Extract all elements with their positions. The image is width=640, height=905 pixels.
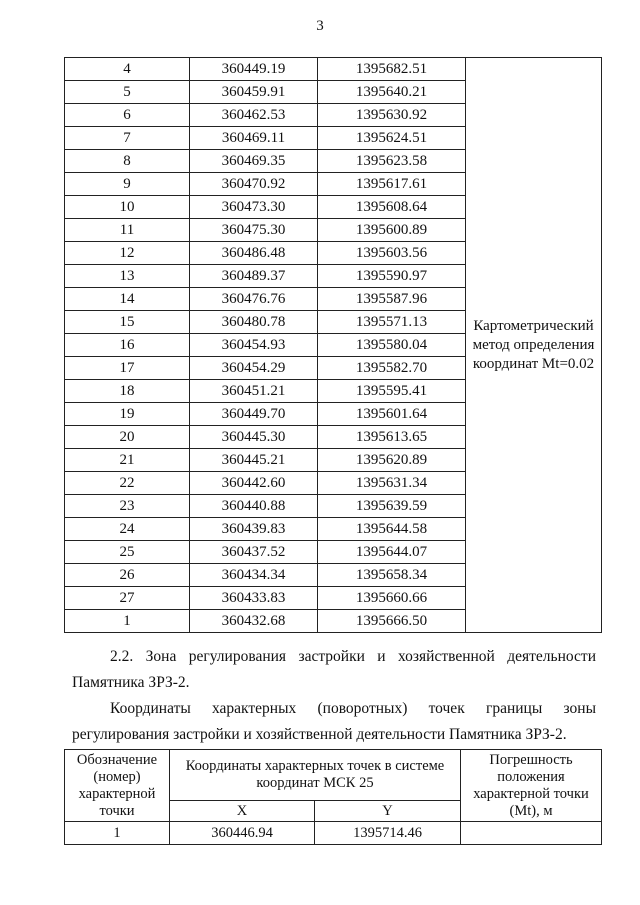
cell-x: 360475.30 bbox=[190, 219, 318, 242]
page-number: 3 bbox=[316, 18, 324, 34]
cell-y: 1395666.50 bbox=[318, 610, 466, 633]
cell-y: 1395617.61 bbox=[318, 173, 466, 196]
cell-x: 360442.60 bbox=[190, 472, 318, 495]
header-y: Y bbox=[315, 801, 461, 822]
cell-x: 360446.94 bbox=[170, 822, 315, 845]
cell-point-number: 7 bbox=[65, 127, 190, 150]
cell-x: 360451.21 bbox=[190, 380, 318, 403]
cell-point-number: 5 bbox=[65, 81, 190, 104]
section-heading-line1: 2.2. Зона регулирования застройки и хозяйственной деятельности bbox=[110, 648, 596, 665]
cell-y: 1395682.51 bbox=[318, 58, 466, 81]
coordinates-table bbox=[64, 57, 602, 633]
cell-y: 1395590.97 bbox=[318, 265, 466, 288]
cell-x: 360476.76 bbox=[190, 288, 318, 311]
cell-point-number: 13 bbox=[65, 265, 190, 288]
cell-y: 1395601.64 bbox=[318, 403, 466, 426]
cell-point-number: 27 bbox=[65, 587, 190, 610]
intro-paragraph-line2: регулирования застройки и хозяйственной деятельности Памятника ЗРЗ-2. bbox=[72, 726, 567, 743]
cell-y: 1395624.51 bbox=[318, 127, 466, 150]
cell-y: 1395660.66 bbox=[318, 587, 466, 610]
cell-point-number: 17 bbox=[65, 357, 190, 380]
cell-y: 1395644.58 bbox=[318, 518, 466, 541]
cell-x: 360445.21 bbox=[190, 449, 318, 472]
table-row bbox=[65, 822, 602, 845]
cell-x: 360469.11 bbox=[190, 127, 318, 150]
intro-paragraph bbox=[72, 696, 596, 748]
cell-y: 1395603.56 bbox=[318, 242, 466, 265]
coordinates-table-body bbox=[65, 58, 602, 633]
cell-error bbox=[461, 822, 602, 845]
cell-y: 1395640.21 bbox=[318, 81, 466, 104]
cell-point-number: 1 bbox=[65, 822, 170, 845]
cell-x: 360459.91 bbox=[190, 81, 318, 104]
cell-point-number: 20 bbox=[65, 426, 190, 449]
cell-point-number: 22 bbox=[65, 472, 190, 495]
cell-y: 1395630.92 bbox=[318, 104, 466, 127]
cell-y: 1395580.04 bbox=[318, 334, 466, 357]
cell-point-number: 10 bbox=[65, 196, 190, 219]
header-x: X bbox=[170, 801, 315, 822]
cell-x: 360449.19 bbox=[190, 58, 318, 81]
cell-y: 1395571.13 bbox=[318, 311, 466, 334]
cell-point-number: 23 bbox=[65, 495, 190, 518]
table-row bbox=[65, 58, 602, 81]
cell-x: 360433.83 bbox=[190, 587, 318, 610]
method-note-cell: Картометрический метод определения координат Mt=0.02 bbox=[466, 58, 602, 633]
cell-x: 360469.35 bbox=[190, 150, 318, 173]
cell-y: 1395623.58 bbox=[318, 150, 466, 173]
cell-point-number: 11 bbox=[65, 219, 190, 242]
cell-point-number: 8 bbox=[65, 150, 190, 173]
cell-y: 1395658.34 bbox=[318, 564, 466, 587]
header-coordinates: Координаты характерных точек в системе координат МСК 25 bbox=[170, 750, 461, 801]
header-designation: Обозначение (номер) характерной точки bbox=[65, 750, 170, 822]
cell-x: 360489.37 bbox=[190, 265, 318, 288]
cell-y: 1395631.34 bbox=[318, 472, 466, 495]
cell-x: 360440.88 bbox=[190, 495, 318, 518]
cell-y: 1395644.07 bbox=[318, 541, 466, 564]
cell-point-number: 1 bbox=[65, 610, 190, 633]
cell-y: 1395595.41 bbox=[318, 380, 466, 403]
cell-x: 360480.78 bbox=[190, 311, 318, 334]
cell-point-number: 9 bbox=[65, 173, 190, 196]
cell-x: 360449.70 bbox=[190, 403, 318, 426]
cell-y: 1395608.64 bbox=[318, 196, 466, 219]
cell-x: 360470.92 bbox=[190, 173, 318, 196]
cell-point-number: 26 bbox=[65, 564, 190, 587]
cell-x: 360473.30 bbox=[190, 196, 318, 219]
cell-point-number: 25 bbox=[65, 541, 190, 564]
cell-x: 360454.93 bbox=[190, 334, 318, 357]
cell-y: 1395613.65 bbox=[318, 426, 466, 449]
cell-point-number: 15 bbox=[65, 311, 190, 334]
intro-paragraph-line1: Координаты характерных (поворотных) точек границы зоны bbox=[110, 700, 596, 717]
cell-x: 360434.34 bbox=[190, 564, 318, 587]
section-heading-line2: Памятника ЗРЗ-2. bbox=[72, 674, 190, 691]
zone-coordinates-table bbox=[64, 749, 602, 845]
cell-y: 1395600.89 bbox=[318, 219, 466, 242]
cell-point-number: 18 bbox=[65, 380, 190, 403]
section-heading bbox=[72, 644, 596, 696]
cell-point-number: 24 bbox=[65, 518, 190, 541]
cell-point-number: 6 bbox=[65, 104, 190, 127]
cell-y: 1395582.70 bbox=[318, 357, 466, 380]
cell-point-number: 4 bbox=[65, 58, 190, 81]
cell-point-number: 16 bbox=[65, 334, 190, 357]
cell-y: 1395714.46 bbox=[315, 822, 461, 845]
cell-x: 360432.68 bbox=[190, 610, 318, 633]
cell-y: 1395639.59 bbox=[318, 495, 466, 518]
cell-x: 360462.53 bbox=[190, 104, 318, 127]
cell-point-number: 21 bbox=[65, 449, 190, 472]
header-error: Погрешность положения характерной точки (Mt), м bbox=[461, 750, 602, 822]
cell-y: 1395587.96 bbox=[318, 288, 466, 311]
cell-point-number: 19 bbox=[65, 403, 190, 426]
cell-point-number: 14 bbox=[65, 288, 190, 311]
cell-x: 360439.83 bbox=[190, 518, 318, 541]
cell-x: 360454.29 bbox=[190, 357, 318, 380]
cell-x: 360445.30 bbox=[190, 426, 318, 449]
cell-x: 360486.48 bbox=[190, 242, 318, 265]
cell-x: 360437.52 bbox=[190, 541, 318, 564]
cell-point-number: 12 bbox=[65, 242, 190, 265]
cell-y: 1395620.89 bbox=[318, 449, 466, 472]
